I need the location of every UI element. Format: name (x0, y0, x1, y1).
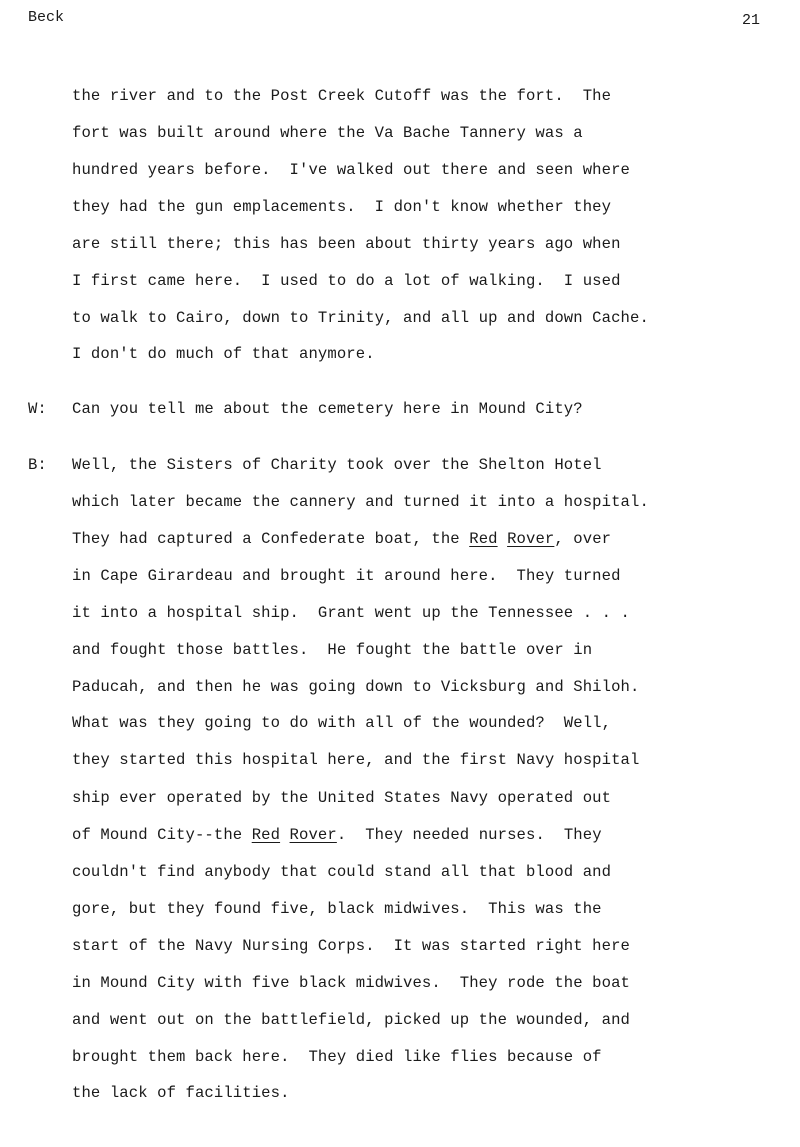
text-line: fort was built around where the Va Bache Tannery was a (72, 124, 583, 142)
text-line: in Cape Girardeau and brought it around here. They turned (72, 567, 621, 585)
speaker-label: B: (28, 456, 47, 474)
text-line: Well, the Sisters of Charity took over the Shelton Hotel (72, 456, 602, 474)
text-segment (280, 826, 289, 844)
text-line: hundred years before. I've walked out there and seen where (72, 161, 631, 179)
text-segment: of Mound City--the (72, 826, 252, 844)
text-line: the river and to the Post Creek Cutoff was the fort. The (72, 87, 612, 105)
text-line: gore, but they found five, black midwives. This was the (72, 900, 602, 918)
underlined-text: Rover (507, 530, 555, 548)
text-line: it into a hospital ship. Grant went up the Tennessee . . . (72, 604, 631, 622)
text-line: I don't do much of that anymore. (72, 345, 375, 363)
text-line: brought them back here. They died like flies because of (72, 1048, 602, 1066)
text-line: they started this hospital here, and the first Navy hospital (72, 751, 640, 769)
text-line: Paducah, and then he was going down to Vicksburg and Shiloh. (72, 678, 640, 696)
text-line: I first came here. I used to do a lot of walking. I used (72, 272, 621, 290)
text-line: ship ever operated by the United States Navy operated out (72, 789, 612, 807)
text-line: the lack of facilities. (72, 1084, 290, 1102)
text-line (72, 529, 611, 549)
text-segment (498, 530, 507, 548)
text-segment: They had captured a Confederate boat, the (72, 530, 470, 548)
text-line: couldn't find anybody that could stand all that blood and (72, 863, 612, 881)
text-line: are still there; this has been about thirty years ago when (72, 235, 621, 253)
header-interviewee-name: Beck (28, 9, 65, 26)
text-line: they had the gun emplacements. I don't know whether they (72, 198, 612, 216)
text-line: start of the Navy Nursing Corps. It was started right here (72, 937, 631, 955)
underlined-text: Red (469, 530, 498, 548)
text-segment: . They needed nurses. They (336, 826, 602, 844)
underlined-text: Rover (289, 826, 337, 844)
text-line: and fought those battles. He fought the battle over in (72, 641, 593, 659)
page-number: 21 (742, 12, 761, 29)
speaker-label: W: (28, 400, 47, 418)
text-line: and went out on the battlefield, picked up the wounded, and (72, 1011, 631, 1029)
text-line: which later became the cannery and turned it into a hospital. (72, 493, 649, 511)
underlined-text: Red (251, 826, 281, 844)
text-line: to walk to Cairo, down to Trinity, and all up and down Cache. (72, 309, 649, 327)
text-line: in Mound City with five black midwives. They rode the boat (72, 974, 631, 992)
text-segment: , over (554, 530, 612, 548)
text-line (72, 825, 602, 845)
question-text: Can you tell me about the cemetery here in Mound City? (72, 400, 583, 418)
text-line: What was they going to do with all of the wounded? Well, (72, 714, 612, 732)
